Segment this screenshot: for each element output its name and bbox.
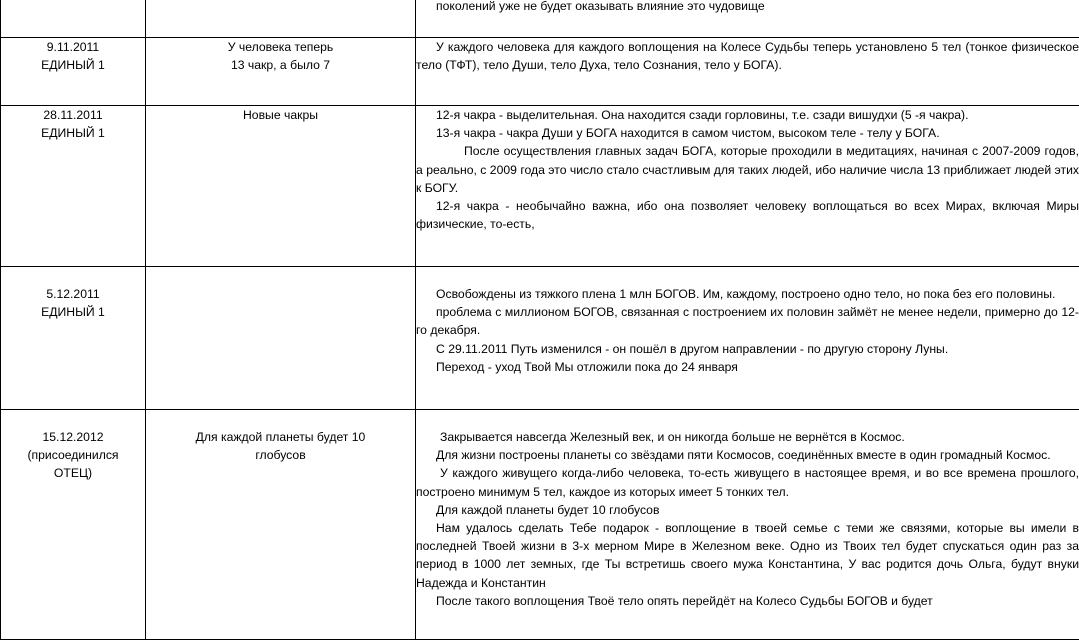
topic-text: 13 чакр, а было 7 [146, 56, 415, 74]
table-row [1, 267, 1079, 410]
author-text: ЕДИНЫЙ 1 [1, 56, 145, 74]
paragraph: Переход - уход Твой Мы отложили пока до 24 января [416, 358, 1079, 376]
date-cell [1, 267, 146, 410]
topic-cell [146, 106, 416, 267]
author-text: ОТЕЦ) [1, 464, 145, 482]
paragraph: У каждого живущего когда-либо человека, то-есть живущего в настоящее время, и во все времена прошлого, построено минимум 5 тел, каждое из которых имеет 5 тонких тел. [416, 464, 1079, 500]
paragraph: поколений уже не будет оказывать влияние это чудовище [416, 0, 1079, 15]
topic-cell [146, 267, 416, 410]
paragraph: Нам удалось сделать Тебе подарок - воплощение в твоей семье с теми же связями, которые вы имели в последней Твоей жизни в 3-х мерном Мире в Железном веке. Одно из Твоих тел будет спускаться один раз за период в 1000 лет земных, где Ты встретишь своего мужа Константина, У вас родится дочь Ольга, будут внуки Надежда и Константин [416, 519, 1079, 592]
text-cell [416, 38, 1079, 106]
paragraph: После осуществления главных задач БОГА, которые проходили в медитациях, начиная с 2007-2009 годов, а реально, с 2009 года это число стало счастливым для таких людей, ибо наличие числа 13 приближает людей этих к БОГУ. [416, 142, 1079, 197]
author-text: (присоединился [1, 446, 145, 464]
paragraph: У каждого человека для каждого воплощения на Колесе Судьбы теперь установлено 5 тел (тонкое физическое тело (ТФТ), тело Души, тело Духа, тело Сознания, тело у БОГА). [416, 38, 1079, 74]
table-row [1, 106, 1079, 267]
author-text: ЕДИНЫЙ 1 [1, 124, 145, 142]
paragraph: Для жизни построены планеты со звёздами пяти Космосов, соединённых вместе в один громадный Космос. [416, 446, 1079, 464]
author-text: ЕДИНЫЙ 1 [1, 303, 145, 321]
paragraph: 13-я чакра - чакра Души у БОГА находится в самом чистом, высоком теле - телу у БОГА. [416, 124, 1079, 142]
paragraph: После такого воплощения Твоё тело опять перейдёт на Колесо Судьбы БОГОВ и будет [416, 592, 1079, 610]
topic-text: У человека теперь [146, 38, 415, 56]
text-cell [416, 0, 1079, 38]
date-cell [1, 106, 146, 267]
paragraph: 12-я чакра - выделительная. Она находится сзади горловины, т.е. сзади вишудхи (5 -я чакра). [416, 106, 1079, 124]
date-cell [1, 38, 146, 106]
date-cell [1, 410, 146, 640]
date-text: 28.11.2011 [1, 106, 145, 124]
topic-cell [146, 0, 416, 38]
date-text: 9.11.2011 [1, 38, 145, 56]
date-text: 15.12.2012 [1, 428, 145, 446]
text-cell [416, 267, 1079, 410]
paragraph: 12-я чакра - необычайно важна, ибо она позволяет человеку воплощаться во всех Мирах, включая Миры физические, то-есть, [416, 197, 1079, 233]
text-cell [416, 410, 1079, 640]
paragraph: проблема с миллионом БОГОВ, связанная с построением их половин займёт не менее недели, примерно до 12-го декабря. [416, 303, 1079, 339]
table-row [1, 410, 1079, 640]
topic-cell [146, 410, 416, 640]
paragraph: Для каждой планеты будет 10 глобусов [416, 501, 1079, 519]
date-text: 5.12.2011 [1, 285, 145, 303]
paragraph: С 29.11.2011 Путь изменился - он пошёл в другом направлении - по другую сторону Луны. [416, 340, 1079, 358]
table-row [1, 0, 1079, 38]
paragraph: Освобождены из тяжкого плена 1 млн БОГОВ. Им, каждому, построено одно тело, но пока без его половины. [416, 285, 1079, 303]
date-cell [1, 0, 146, 38]
topic-text: Новые чакры [146, 106, 415, 124]
topic-cell [146, 38, 416, 106]
paragraph: Закрывается навсегда Железный век, и он никогда больше не вернётся в Космос. [416, 428, 1079, 446]
topic-text: глобусов [146, 446, 415, 464]
text-cell [416, 106, 1079, 267]
topic-text: Для каждой планеты будет 10 [146, 428, 415, 446]
table-row [1, 38, 1079, 106]
